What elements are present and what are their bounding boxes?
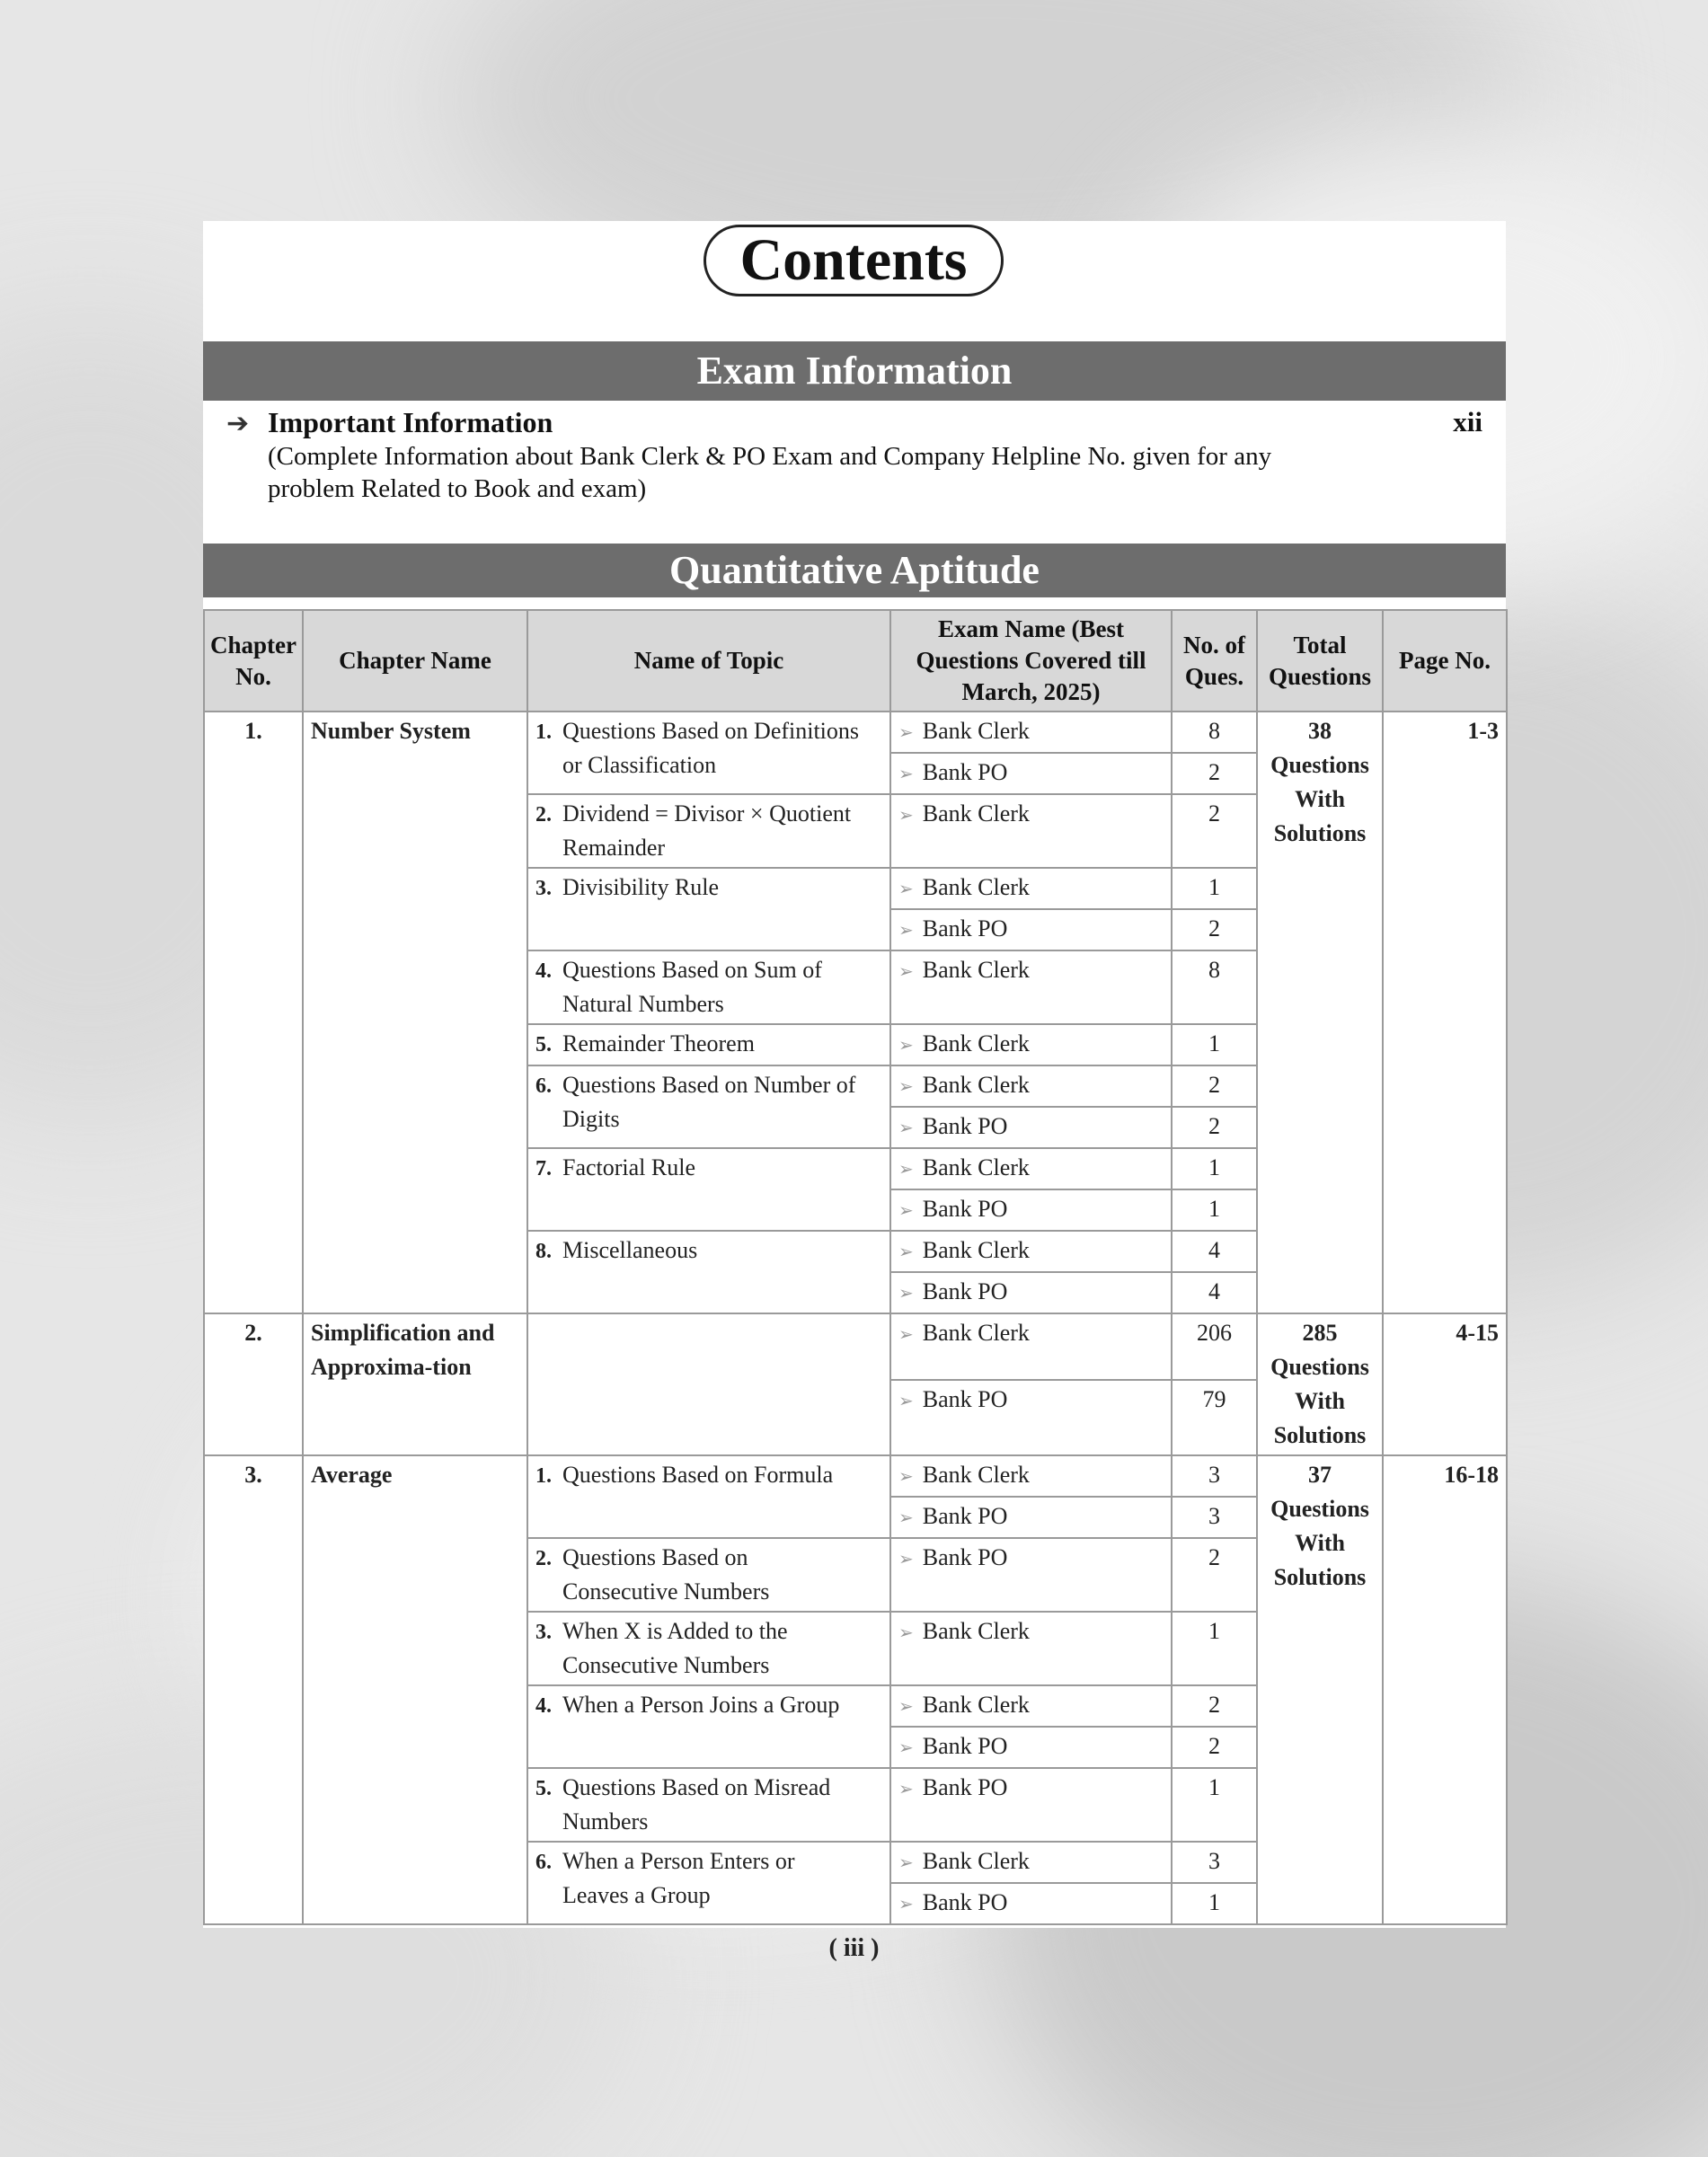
header-chapter-no: Chapter No. [204, 610, 303, 712]
exam-name-cell [890, 1685, 1172, 1727]
exam-name-cell [890, 1107, 1172, 1148]
question-count: 4 [1172, 1272, 1257, 1313]
exam-name-cell [890, 1538, 1172, 1612]
topic-cell[interactable] [527, 1065, 890, 1148]
question-count: 2 [1172, 1538, 1257, 1612]
exam-name: Bank Clerk [922, 1692, 1030, 1718]
topic-cell[interactable] [527, 1842, 890, 1924]
topic-cell[interactable] [527, 1024, 890, 1065]
question-count: 79 [1172, 1380, 1257, 1455]
arrow-bullet-icon: ➢ [898, 1508, 914, 1528]
chapter-name[interactable]: Average [303, 1455, 527, 1924]
topic-cell[interactable] [527, 1685, 890, 1768]
question-count: 8 [1172, 712, 1257, 753]
total-questions: 285 Questions With Solutions [1257, 1313, 1383, 1455]
topic-name: Questions Based on Consecutive Numbers [562, 1544, 770, 1604]
chapter-number: 3. [204, 1455, 303, 1924]
exam-name-cell [890, 909, 1172, 950]
arrow-bullet-icon: ➢ [898, 1738, 914, 1758]
exam-name-cell [890, 1313, 1172, 1380]
topic-name: Questions Based on Number of Digits [562, 1072, 856, 1132]
exam-name-cell [890, 1842, 1172, 1883]
question-count: 1 [1172, 1612, 1257, 1685]
exam-name: Bank PO [922, 1113, 1008, 1139]
arrow-right-icon: ➔ [226, 409, 250, 438]
arrow-bullet-icon: ➢ [898, 765, 914, 784]
chapter-name[interactable]: Simplification and Approxima-tion [303, 1313, 527, 1455]
topic-number: 4. [535, 1694, 552, 1718]
question-count: 206 [1172, 1313, 1257, 1380]
topic-number: 5. [535, 1777, 552, 1800]
topic-cell[interactable] [527, 950, 890, 1024]
table-row [204, 1313, 1507, 1380]
arrow-bullet-icon: ➢ [898, 1325, 914, 1345]
arrow-bullet-icon: ➢ [898, 806, 914, 826]
exam-name-cell [890, 1455, 1172, 1497]
question-count: 1 [1172, 1768, 1257, 1842]
arrow-bullet-icon: ➢ [898, 1467, 914, 1487]
exam-name-cell [890, 794, 1172, 868]
exam-name: Bank Clerk [922, 1848, 1030, 1874]
exam-name: Bank Clerk [922, 1237, 1030, 1263]
question-count: 4 [1172, 1231, 1257, 1272]
page-number-cell[interactable]: 1-3 [1383, 712, 1507, 1313]
question-count: 2 [1172, 753, 1257, 794]
exam-name: Bank Clerk [922, 1618, 1030, 1644]
topic-number: 8. [535, 1240, 552, 1263]
question-count: 2 [1172, 1685, 1257, 1727]
exam-name-cell [890, 1024, 1172, 1065]
topic-cell[interactable] [527, 1455, 890, 1538]
topic-number: 6. [535, 1074, 552, 1098]
exam-name-cell [890, 1612, 1172, 1685]
arrow-bullet-icon: ➢ [898, 921, 914, 941]
exam-information-heading: Exam Information [203, 341, 1506, 401]
important-information-entry[interactable] [203, 406, 1506, 532]
exam-name-cell [890, 1231, 1172, 1272]
topic-number: 5. [535, 1033, 552, 1056]
exam-name-cell [890, 1883, 1172, 1924]
question-count: 3 [1172, 1497, 1257, 1538]
arrow-bullet-icon: ➢ [898, 1077, 914, 1097]
exam-name: Bank PO [922, 1196, 1008, 1222]
quantitative-aptitude-heading: Quantitative Aptitude [203, 544, 1506, 597]
header-page-no: Page No. [1383, 610, 1507, 712]
important-information-description: (Complete Information about Bank Clerk & PO Exam and Company Helpline No. given for any problem Related to Book and exam) [268, 442, 1272, 503]
arrow-bullet-icon: ➢ [898, 1697, 914, 1717]
arrow-bullet-icon: ➢ [898, 880, 914, 899]
contents-table [203, 609, 1508, 1925]
question-count: 3 [1172, 1842, 1257, 1883]
exam-name-cell [890, 1497, 1172, 1538]
topic-number: 3. [535, 1621, 552, 1644]
topic-cell[interactable] [527, 1538, 890, 1612]
topic-cell[interactable] [527, 868, 890, 950]
exam-name-cell [890, 950, 1172, 1024]
question-count: 1 [1172, 868, 1257, 909]
exam-name-cell [890, 1768, 1172, 1842]
question-count: 2 [1172, 1107, 1257, 1148]
question-count: 1 [1172, 1024, 1257, 1065]
topic-number: 6. [535, 1851, 552, 1874]
arrow-bullet-icon: ➢ [898, 1201, 914, 1221]
chapter-number: 2. [204, 1313, 303, 1455]
topic-name: Questions Based on Sum of Natural Numbers [562, 957, 822, 1017]
exam-name-cell [890, 753, 1172, 794]
exam-name: Bank PO [922, 1733, 1008, 1759]
topic-cell[interactable] [527, 794, 890, 868]
page-number-cell[interactable]: 4-15 [1383, 1313, 1507, 1455]
topic-name: Remainder Theorem [562, 1030, 755, 1056]
chapter-number: 1. [204, 712, 303, 1313]
exam-name-cell [890, 1189, 1172, 1231]
arrow-bullet-icon: ➢ [898, 1853, 914, 1873]
arrow-bullet-icon: ➢ [898, 1284, 914, 1304]
topic-number: 1. [535, 720, 552, 744]
exam-name: Bank Clerk [922, 874, 1030, 900]
arrow-bullet-icon: ➢ [898, 1780, 914, 1799]
topic-name: Miscellaneous [562, 1237, 698, 1263]
exam-name: Bank Clerk [922, 1462, 1030, 1488]
topic-cell[interactable] [527, 1148, 890, 1231]
important-information-title: Important Information [268, 406, 553, 438]
arrow-bullet-icon: ➢ [898, 1242, 914, 1262]
exam-name: Bank PO [922, 1385, 1008, 1412]
topic-cell[interactable] [527, 1768, 890, 1842]
arrow-bullet-icon: ➢ [898, 1160, 914, 1180]
arrow-bullet-icon: ➢ [898, 1623, 914, 1643]
topic-name: When a Person Joins a Group [562, 1692, 840, 1718]
exam-name-cell [890, 1065, 1172, 1107]
topic-number: 4. [535, 959, 552, 983]
header-topic: Name of Topic [527, 610, 890, 712]
topic-name: Divisibility Rule [562, 874, 720, 900]
contents-page [203, 221, 1506, 1928]
header-total-questions: Total Questions [1257, 610, 1383, 712]
question-count: 1 [1172, 1189, 1257, 1231]
arrow-bullet-icon: ➢ [898, 1550, 914, 1569]
total-questions: 37 Questions With Solutions [1257, 1455, 1383, 1924]
topic-cell[interactable] [527, 1313, 890, 1455]
topic-cell[interactable] [527, 1612, 890, 1685]
topic-number: 3. [535, 877, 552, 900]
chapter-name[interactable]: Number System [303, 712, 527, 1313]
topic-name: When X is Added to the Consecutive Numbers [562, 1618, 788, 1678]
topic-number: 1. [535, 1464, 552, 1488]
exam-name-cell [890, 868, 1172, 909]
header-exam-name: Exam Name (Best Questions Covered till March, 2025) [890, 610, 1172, 712]
exam-name-cell [890, 1272, 1172, 1313]
exam-name: Bank Clerk [922, 957, 1030, 983]
important-information-page: xii [1453, 406, 1482, 438]
table-header-row [204, 610, 1507, 712]
arrow-bullet-icon: ➢ [898, 962, 914, 982]
topic-name: When a Person Enters or Leaves a Group [562, 1848, 795, 1908]
exam-name-cell [890, 712, 1172, 753]
page-number: ( iii ) [828, 1934, 880, 1962]
exam-name: Bank Clerk [922, 1154, 1030, 1180]
exam-name-cell [890, 1148, 1172, 1189]
exam-name: Bank PO [922, 759, 1008, 785]
exam-name: Bank PO [922, 1503, 1008, 1529]
question-count: 1 [1172, 1883, 1257, 1924]
page-title: Contents [704, 225, 1004, 296]
exam-name-cell [890, 1380, 1172, 1455]
page-number-cell[interactable]: 16-18 [1383, 1455, 1507, 1924]
total-questions: 38 Questions With Solutions [1257, 712, 1383, 1313]
arrow-bullet-icon: ➢ [898, 723, 914, 743]
exam-name: Bank PO [922, 1889, 1008, 1915]
topic-number: 2. [535, 1547, 552, 1570]
topic-number: 7. [535, 1157, 552, 1180]
arrow-bullet-icon: ➢ [898, 1118, 914, 1138]
topic-name: Dividend = Divisor × Quotient Remainder [562, 800, 852, 861]
table-row [204, 1455, 1507, 1497]
question-count: 2 [1172, 1727, 1257, 1768]
question-count: 1 [1172, 1148, 1257, 1189]
topic-cell[interactable] [527, 712, 890, 794]
arrow-bullet-icon: ➢ [898, 1036, 914, 1056]
exam-name: Bank PO [922, 1774, 1008, 1800]
exam-name: Bank PO [922, 915, 1008, 941]
exam-name: Bank Clerk [922, 1030, 1030, 1056]
question-count: 2 [1172, 794, 1257, 868]
topic-name: Questions Based on Misread Numbers [562, 1774, 831, 1834]
exam-name: Bank Clerk [922, 800, 1030, 827]
header-no-of-ques: No. of Ques. [1172, 610, 1257, 712]
topic-name: Questions Based on Formula [562, 1462, 834, 1488]
arrow-bullet-icon: ➢ [898, 1895, 914, 1914]
topic-cell[interactable] [527, 1231, 890, 1313]
header-chapter-name: Chapter Name [303, 610, 527, 712]
exam-name: Bank Clerk [922, 718, 1030, 744]
exam-name: Bank Clerk [922, 1320, 1030, 1346]
exam-name: Bank Clerk [922, 1072, 1030, 1098]
topic-number: 2. [535, 803, 552, 827]
exam-name-cell [890, 1727, 1172, 1768]
question-count: 8 [1172, 950, 1257, 1024]
exam-name: Bank PO [922, 1278, 1008, 1304]
exam-name: Bank PO [922, 1544, 1008, 1570]
question-count: 2 [1172, 1065, 1257, 1107]
table-row [204, 712, 1507, 753]
topic-name: Factorial Rule [562, 1154, 696, 1180]
topic-name: Questions Based on Definitions or Classification [562, 718, 860, 778]
question-count: 3 [1172, 1455, 1257, 1497]
arrow-bullet-icon: ➢ [898, 1391, 914, 1411]
question-count: 2 [1172, 909, 1257, 950]
